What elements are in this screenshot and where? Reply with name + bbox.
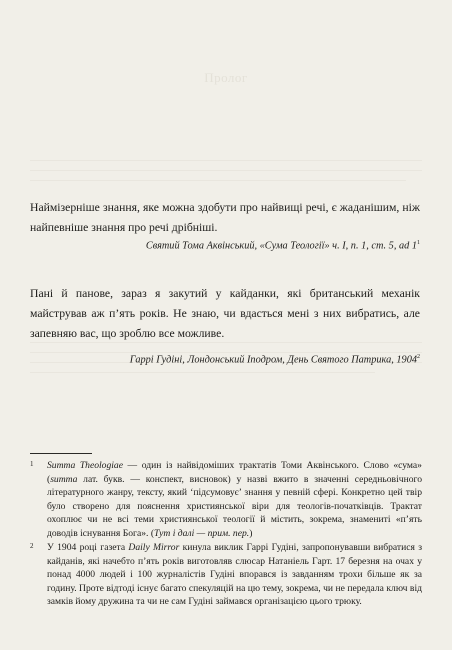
epigraph-houdini-quote: Пані й панове, зараз я закутий у кайданки, які британський механік майстрував аж п’ять років. Не знаю, чи вдасться мені з них вибратись, але запевняю вас, що зроблю все можливе. <box>30 287 420 340</box>
epigraph-aquinas-quote: Наймізерніше знання, яке можна здобути про найвищі речі, є жаданішим, ніж найпевніше знання про речі дрібніші. <box>30 201 420 234</box>
footnote-segment: лат. букв. — конспект, висновок) у назві вжито в значенні середньовічного літературного жанру, тексту, який ‘підсумовує’ знання у певній сфері. Конкретно цей твір було створено для пояснення християнської віри для теологів-початківців. Трактат охоплює чи не всі теми християнської теології й містить, зокрема, знамениті «п’ять доводів існування Бога». ( <box>47 473 422 539</box>
attribution-text: Святий Тома Аквінський, «Сума Теології» ч. І, п. 1, ст. 5, ad 1 <box>145 240 417 252</box>
footnote-segment: кинула виклик Гаррі Гудіні, запропонувавши вибратися з кайданів, які начебто п’ять років виготовляв слюсар Натаніель Гарт. 17 березня на очах у понад 4000 людей і 100 журналістів Гудіні впорався із завданням трохи більше як за годину. Проте відтоді існує багато спекуляцій на цю тему, зокрема, чи не передала ключ від замків йому дружина та чи не сам Гудіні займався організацією цього трюку. <box>47 542 422 608</box>
attribution-text: Гаррі Гудіні, Лондонський Іподром, День Святого Патрика, 1904 <box>129 354 417 366</box>
bleed-through-text <box>30 160 422 190</box>
footnote-separator <box>30 453 92 454</box>
footnote-ref-2: 2 <box>417 354 420 360</box>
footnote-ref-1: 1 <box>417 240 420 246</box>
newspaper-name: Daily Mirror <box>128 542 180 553</box>
translator-note: Тут і далі — прим. пер. <box>154 527 250 539</box>
epigraph-aquinas-attribution <box>30 236 420 253</box>
footnote-segment: — один із найвідоміших трактатів Томи Аквінського. Слово «сума» ( <box>47 460 422 485</box>
footnote-term: Summa Theologiae <box>47 460 123 471</box>
epigraph-houdini-attribution <box>30 350 420 367</box>
footnote-2 <box>30 541 422 609</box>
footnote-segment: ) <box>249 527 253 539</box>
footnote-segment: У 1904 році газета <box>47 542 129 553</box>
footnote-text <box>47 459 422 541</box>
footnote-term: summa <box>50 473 78 485</box>
footnote-marker: 1 <box>30 460 34 468</box>
footnote-marker: 2 <box>30 542 34 550</box>
footnote-1 <box>30 459 422 541</box>
bleed-through-title: Пролог <box>204 70 248 85</box>
footnote-text <box>47 541 422 609</box>
